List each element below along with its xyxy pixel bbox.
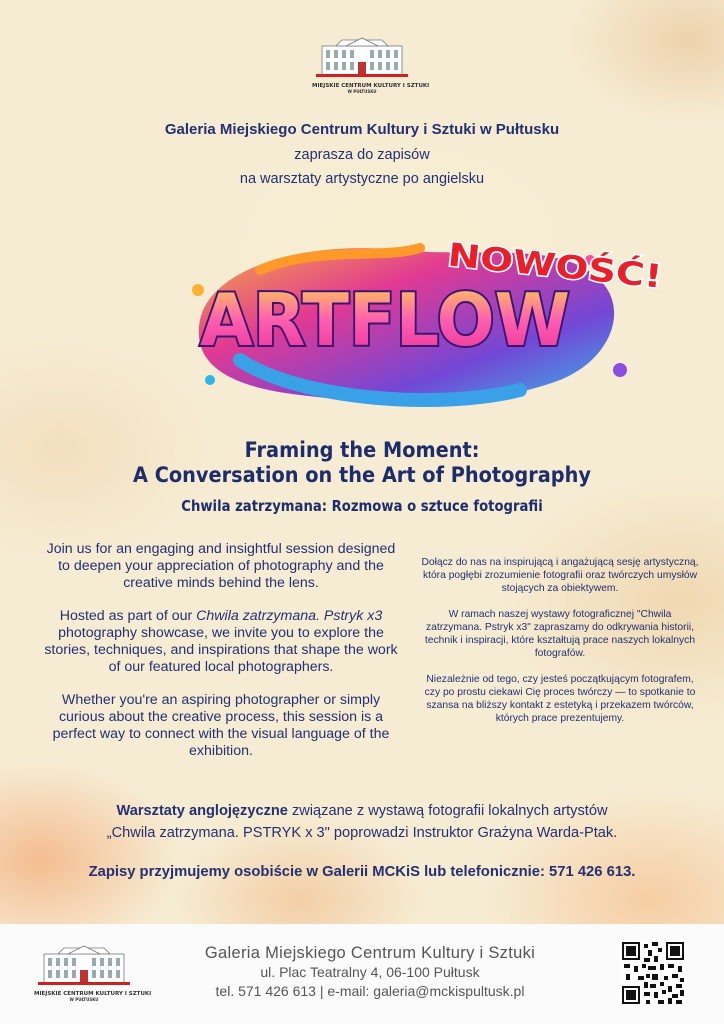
intro-invite-line: zaprasza do zapisów [294,147,430,163]
english-paragraph-3: Whether you're an aspiring photographer or simply curious about the creative process, this session is a perfect way to connect with the visual language of the exhibition. [52,692,390,759]
workshop-line-1 [0,800,724,822]
logo-caption: MIEJSKIE CENTRUM KULTURY I SZTUKI [312,83,430,89]
exhibition-name: Chwila zatrzymana. Pstryk x3 [196,608,383,624]
footer-logo [34,944,152,1002]
workshop-line-2: „Chwila zatrzymana. PSTRYK x 3" poprowadzi Instruktor Grażyna Warda-Ptak. [106,825,618,841]
workshop-rest: związane z wystawą fotografii lokalnych artystów [287,803,608,819]
polish-paragraph-2: W ramach naszej wystawy fotograficznej "Chwila zatrzymana. Pstryk x3" zapraszamy do odkrywania historii, technik i inspiracji, które kształtują prace naszych lokalnych fotografów. [424,609,696,659]
english-paragraph-1: Join us for an engaging and insightful session designed to deepen your appreciation of photography and the creative minds behind the lens. [46,541,396,591]
top-logo [312,36,430,94]
polish-subtitle: Chwila zatrzymana: Rozmowa o sztuce fotografii [181,497,543,515]
english-paragraph-2-start: Hosted as part of our [59,608,197,624]
artflow-logo [180,230,680,420]
footer-address: ul. Plac Teatralny 4, 06-100 Pułtusk [260,964,480,980]
signup-info: Zapisy przyjmujemy osobiście w Galerii MCKiS lub telefonicznie: 571 426 613. [88,864,636,880]
footer-contact [170,944,570,1001]
footer-gallery-name: Galeria Miejskiego Centrum Kultury i Sztuki [204,944,536,962]
english-paragraph-2-end: photography showcase, we invite you to explore the stories, techniques, and inspirations that shape the work of our featured local photographers. [44,625,398,675]
intro-gallery-line: Galeria Miejskiego Centrum Kultury i Sztuki w Pułtusku [164,121,560,138]
footer-phone-email[interactable]: tel. 571 426 613 | e-mail: galeria@mckispultusk.pl [215,983,525,999]
footer-logo-subcaption: W PUŁTUSKU [69,997,99,1002]
workshop-bold: Warsztaty anglojęzyczne [116,803,288,819]
new-badge: NOWOŚĆ! [446,235,627,292]
polish-description [420,556,700,738]
building-icon [312,36,412,78]
artflow-text: ARTFLOW [200,278,570,362]
qr-code-icon[interactable] [620,940,686,1006]
english-description [40,541,402,776]
polish-paragraph-1: Dołącz do nas na inspirującą i angażującą sesję artystyczną, która pogłębi zrozumienie fotografii oraz twórczych umysłów stojących za obiektywem. [421,557,699,594]
logo-subcaption: W PUŁTUSKU [347,89,377,94]
title-line-2: A Conversation on the Art of Photography [133,463,591,487]
footer-building-icon [34,944,134,986]
english-paragraph-2 [40,608,402,676]
intro-workshop-line: na warsztaty artystyczne po angielsku [239,171,485,187]
title-line-1: Framing the Moment: [244,438,480,462]
footer-logo-caption: MIEJSKIE CENTRUM KULTURY I SZTUKI [34,991,152,997]
polish-paragraph-3: Niezależnie od tego, czy jesteś początkującym fotografem, czy po prostu ciekawi Cię proces twórczy — to spotkanie to szansa na bliższy kontakt z estetyką i przekazem twórców, których prace prezentujemy. [424,674,696,724]
workshop-info [0,800,724,844]
